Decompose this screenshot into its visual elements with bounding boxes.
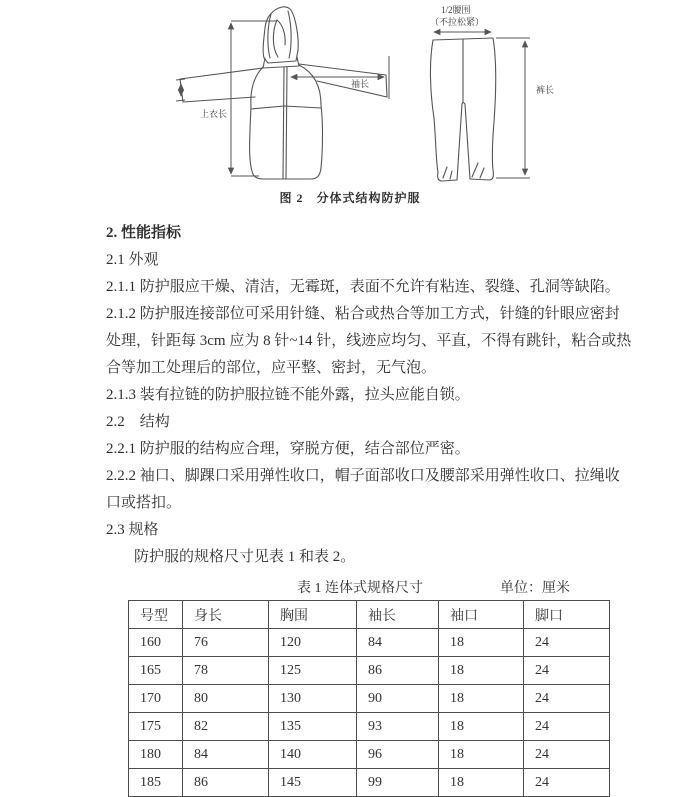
col-header-cuff: 袖口 <box>439 601 524 629</box>
subsection-appearance: 2.1 外观 <box>106 252 159 268</box>
section-heading-performance: 2. 性能指标 <box>106 225 182 241</box>
jacket-length-label: 上衣长 <box>200 109 228 119</box>
cell: 86 <box>183 769 269 797</box>
table-row <box>129 629 610 657</box>
cell: 24 <box>524 713 610 741</box>
cell: 18 <box>439 629 524 657</box>
col-header-sleeve-length: 袖长 <box>357 601 439 629</box>
jacket-zipper <box>283 67 287 179</box>
half-waist-note-label: （不拉松紧） <box>430 17 485 27</box>
col-header-ankle: 脚口 <box>524 601 610 629</box>
cell: 18 <box>439 713 524 741</box>
cell: 145 <box>269 769 357 797</box>
pants-left-leg-outer <box>430 40 438 172</box>
cell: 18 <box>439 685 524 713</box>
cell: 76 <box>183 629 269 657</box>
cell: 130 <box>269 685 357 713</box>
pants-right-leg-inner <box>465 104 470 179</box>
cell: 99 <box>357 769 439 797</box>
subsection-structure: 2.2 结构 <box>106 414 170 430</box>
cell: 24 <box>524 629 610 657</box>
cell: 24 <box>524 769 610 797</box>
jacket-drawing <box>180 7 387 179</box>
cell: 160 <box>129 629 183 657</box>
pants-drawing <box>430 38 495 181</box>
table-row <box>129 657 610 685</box>
table-row <box>129 741 610 769</box>
cell: 180 <box>129 741 183 769</box>
col-header-model: 号型 <box>129 601 183 629</box>
subsection-specification: 2.3 规格 <box>106 522 159 538</box>
cell: 84 <box>183 741 269 769</box>
half-waist-label: 1/2腰围 <box>441 5 471 15</box>
jacket-right-sleeve <box>299 64 387 97</box>
cell: 175 <box>129 713 183 741</box>
clause-2-1-2-line2: 处理，针距每 3cm 应为 8 针~14 针，线迹应均匀、平直，不得有跳针，粘合或热 <box>106 333 632 349</box>
clause-2-2-2-line2: 口或搭扣。 <box>106 495 182 511</box>
clause-2-1-1: 2.1.1 防护服应干燥、清洁，无霉斑，表面不允许有粘连、裂缝、孔洞等缺陷。 <box>106 279 620 295</box>
col-header-chest: 胸围 <box>269 601 357 629</box>
pants-right-leg-outer <box>492 38 495 170</box>
pants-left-cuff <box>438 172 457 181</box>
cell: 185 <box>129 769 183 797</box>
spec-intro-line: 防护服的规格尺寸见表 1 和表 2。 <box>134 549 356 565</box>
jacket-left-sleeve <box>180 68 263 102</box>
cell: 24 <box>524 685 610 713</box>
cell: 18 <box>439 769 524 797</box>
jacket-hood-folds <box>268 11 291 58</box>
table-unit-label: 单位：厘米 <box>500 581 570 596</box>
cell: 165 <box>129 657 183 685</box>
cell: 86 <box>357 657 439 685</box>
figure-line-art <box>0 0 700 212</box>
spec-table <box>128 600 610 797</box>
figure-caption: 图 2 分体式结构防护服 <box>279 191 421 205</box>
pants-length-label: 裤长 <box>536 85 555 95</box>
clause-2-1-2-line3: 合等加工处理后的部位，应平整、密封，无气泡。 <box>106 360 437 376</box>
clause-2-2-2-line1: 2.2.2 袖口、脚踝口采用弹性收口，帽子面部收口及腰部采用弹性收口、拉绳收 <box>106 468 620 484</box>
pants-fly-line <box>462 39 465 104</box>
cell: 24 <box>524 657 610 685</box>
pants-left-leg-inner <box>457 104 462 180</box>
clause-2-2-1: 2.2.1 防护服的结构应合理，穿脱方便，结合部位严密。 <box>106 441 470 457</box>
cell: 18 <box>439 741 524 769</box>
jacket-chest-seam <box>251 106 321 109</box>
jacket-dimension-lines <box>176 21 389 176</box>
cell: 78 <box>183 657 269 685</box>
cell: 24 <box>524 741 610 769</box>
cell: 80 <box>183 685 269 713</box>
cell: 93 <box>357 713 439 741</box>
table-row <box>129 713 610 741</box>
clause-2-1-2-line1: 2.1.2 防护服连接部位可采用针缝、粘合或热合等加工方式，针缝的针眼应密封 <box>106 306 620 322</box>
col-header-body-length: 身长 <box>183 601 269 629</box>
table-row <box>129 685 610 713</box>
table-header-row <box>129 601 610 629</box>
sleeve-length-label: 袖长 <box>351 79 370 89</box>
cell: 125 <box>269 657 357 685</box>
cell: 84 <box>357 629 439 657</box>
clause-2-1-3: 2.1.3 装有拉链的防护服拉链不能外露，拉头应能自锁。 <box>106 387 470 403</box>
cell: 120 <box>269 629 357 657</box>
cell: 18 <box>439 657 524 685</box>
pants-cuff-wrinkles <box>443 163 484 179</box>
cell: 140 <box>269 741 357 769</box>
table-caption: 表 1 连体式规格尺寸 <box>297 581 423 596</box>
pants-dimension-lines <box>434 32 530 178</box>
table-row <box>129 769 610 797</box>
body-text <box>106 220 632 571</box>
cell: 82 <box>183 713 269 741</box>
cell: 170 <box>129 685 183 713</box>
cell: 96 <box>357 741 439 769</box>
cell: 135 <box>269 713 357 741</box>
cell: 90 <box>357 685 439 713</box>
